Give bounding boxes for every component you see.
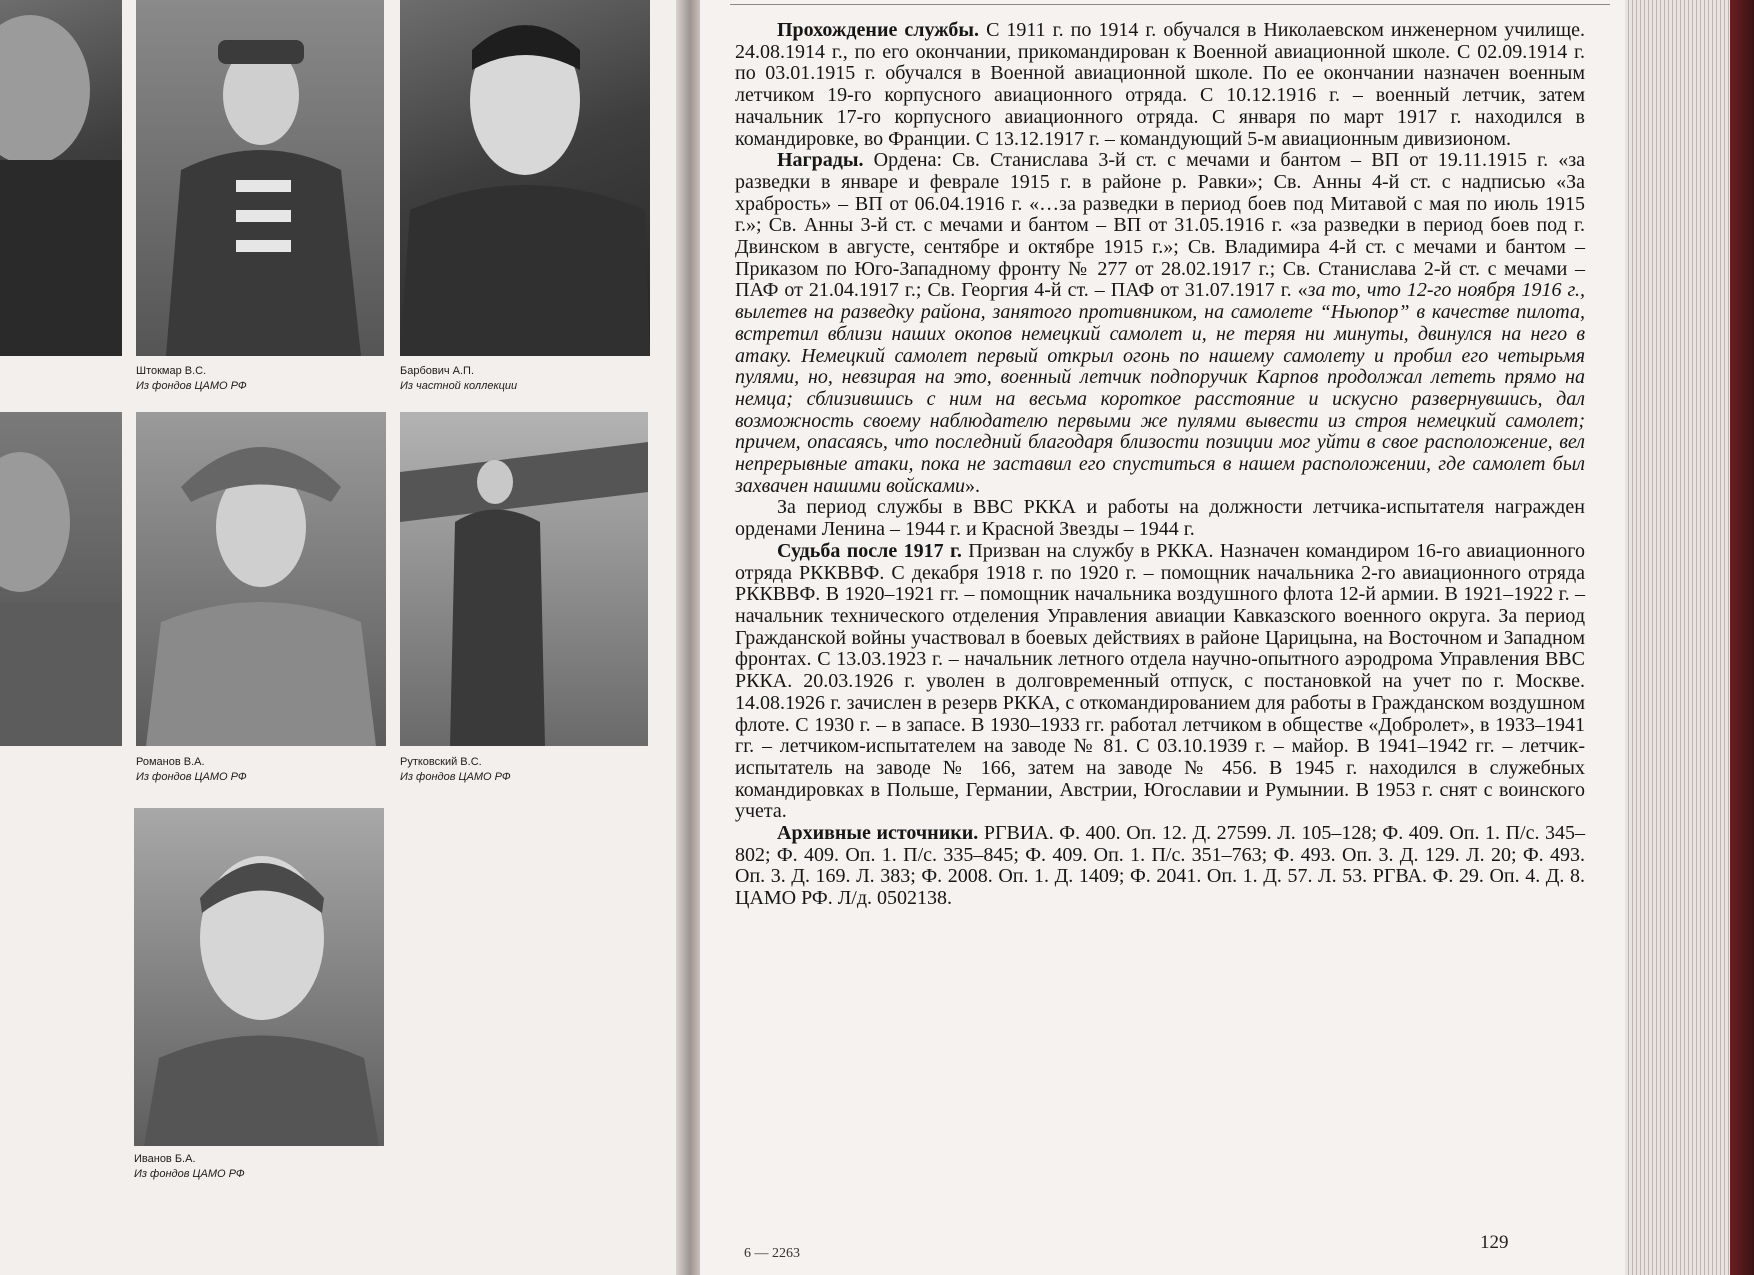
fate-heading: Судьба после 1917 г.: [777, 539, 962, 562]
caption-source: Из фондов ЦАМО РФ: [400, 771, 511, 783]
portrait-silhouette: [136, 412, 386, 746]
portrait-silhouette: [400, 0, 650, 356]
archives-heading: Архивные источники.: [777, 822, 979, 845]
awards-citation: за то, что 12-го ноября 1916 г., вылетев на разведку района, занятого противником, на самолете “Ньюпор” в качестве пилота, встретил вблизи наших окопов немецкий самолет и, не теряя ни минуты, двинулся на него в атаку. Немецкий самолет первый открыл огонь по нашему самолету и пробил его четырьмя пулями, но, невзирая на это, военный летчик подпоручик Карпов продолжал лететь прямо на немца; сблизившись с ним на весьма короткое расстояние и искусно развернувшись, дал возможность своему наблюдателю первыми же пулями вывести из строя немецкий самолет; причем, опасаясь, что последний благодаря близости позиции мог уйти в свое расположение, вел непрерывные атаки, пока не заставил его спуститься в нашем расположении, где самолет был захвачен нашими войсками: [735, 279, 1586, 497]
photo-caption: [136, 755, 247, 785]
archives-paragraph: [735, 823, 1585, 910]
portrait-silhouette: [136, 0, 384, 356]
caption-name: Штокмар В.С.: [136, 365, 207, 377]
caption-source: Из фондов ЦАМО РФ: [136, 771, 247, 783]
left-page: [0, 0, 680, 1275]
photo-caption: [134, 1152, 245, 1182]
fate-paragraph: [735, 541, 1585, 823]
portrait-silhouette: [400, 412, 648, 746]
awards-citation-end: ».: [965, 474, 980, 497]
portrait-photo-shtokmar: [136, 0, 384, 356]
caption-name: Романов В.А.: [136, 756, 205, 768]
portrait-photo-barbovich: [400, 0, 650, 356]
caption-name: Иванов Б.А.: [134, 1153, 196, 1165]
caption-source: Из фондов ЦАМО РФ: [134, 1168, 245, 1180]
awards-heading: Награды.: [777, 149, 864, 172]
service-body: С 1911 г. по 1914 г. обучался в Николаевском инженерном училище. 24.08.1914 г., по его окончании, прикомандирован к Военной авиационной школе. С 02.09.1914 г. по 03.01.1915 г. обучался в Военной авиационной школе. По ее окончании назначен военным летчиком 19-го корпусного авиационного отряда. С 10.12.1916 г. – военный летчик, затем начальник 17-го корпусного авиационного отряда. С января по март 1917 г. находился в командировке, во Франции. С 13.12.1917 г. – командующий 5-м авиационным дивизионом.: [735, 19, 1586, 150]
photo-caption: [400, 364, 517, 394]
biography-text: [735, 20, 1585, 910]
top-rule: [730, 4, 1610, 5]
portrait-photo-ivanov: [134, 808, 384, 1146]
portrait-silhouette: [134, 808, 384, 1146]
archives-body: РГВИА. Ф. 400. Оп. 12. Д. 27599. Л. 105–128; Ф. 409. Оп. 1. П/с. 345–802; Ф. 409. Оп. 1. П/с. 335–845; Ф. 409. Оп. 1. П/с. 351–763; Ф. 493. Оп. 3. Д. 129. Л. 20; Ф. 493. Оп. 3. Д. 169. Л. 383; Ф. 2008. Оп. 1. Д. 1409; Ф. 2041. Оп. 1. Д. 57. Л. 53. РГВА. Ф. 29. Оп. 4. Д. 8. ЦАМО РФ. Л/д. 0502138.: [735, 822, 1586, 910]
photo-caption: [400, 755, 511, 785]
rkka-awards-paragraph: За период службы в ВВС РККА и работы на должности летчика-испытателя награжден орденами Ленина – 1944 г. и Красной Звезды – 1944 г.: [735, 496, 1585, 541]
photo-caption: [136, 364, 247, 394]
awards-paragraph: [735, 150, 1585, 497]
fate-body: Призван на службу в РККА. Назначен командиром 16-го авиационного отряда РККВВФ. С декабря 1918 г. по 1920 г. – помощник начальника 2-го авиационного отряда РККВВФ. В 1920–1921 гг. – помощник начальника воздушного флота 12-й армии. В 1921–1922 г. – начальник технического отделения Управления авиации Кавказского военного округа. За период Гражданской войны участвовал в боевых действиях в районе Царицына, на Восточном и Западном фронтах. С 13.03.1923 г. – начальник летного отдела научно-опытного аэродрома Управления ВВС РККА. 20.03.1926 г. уволен в долговременный отпуск, с постановкой на учет по г. Москве. 14.08.1926 г. зачислен в резерв РККА, с откомандированием для работы в Гражданском воздушном флоте. С 1930 г. – в запасе. В 1930–1933 гг. работал летчиком в обществе «Добролет», в 1933–1941 гг. – летчиком-испытателем на заводе № 81. С 03.10.1939 г. – майор. В 1941–1942 гг. – летчик-испытатель на заводе № 166, затем на заводе № 456. В 1945 г. находился в служебных командировках в Польше, Германии, Австрии, Югославии и Румынии. В 1953 г. снят с воинского учета.: [735, 539, 1586, 823]
portrait-silhouette: [0, 0, 122, 356]
page-number: 129: [1480, 1232, 1509, 1253]
portrait-photo-romanov: [136, 412, 386, 746]
portrait-photo-cropped-left-top: [0, 0, 122, 356]
caption-name: Рутковский В.С.: [400, 756, 482, 768]
service-heading: Прохождение службы.: [777, 19, 980, 41]
portrait-silhouette: [0, 412, 122, 746]
portrait-photo-rutkovsky: [400, 412, 648, 746]
caption-source: Из частной коллекции: [400, 380, 518, 392]
book-cover-edge: [1730, 0, 1754, 1275]
awards-body: Ордена: Св. Станислава 3-й ст. с мечами и бантом – ВП от 19.11.1915 г. «за разведки в январе и феврале 1915 г. в районе р. Равки»; Св. Анны 4-й ст. с надписью «За храбрость» – ВП от 06.04.1916 г. «…за разведки в период боев под Митавой с мая по июль 1915 г.»; Св. Анны 3-й ст. с мечами и бантом – ВП от 31.05.1916 г. «за разведки в период боев под г. Двинском в августе, сентябре и октябре 1915 г.»; Св. Владимира 4-й ст. с мечами и бантом – Приказом по Юго-Западному фронту № 277 от 28.02.1917 г.; Св. Станислава 2-й ст. с мечами – ПАФ от 21.04.1917 г.; Св. Георгия 4-й ст. – ПАФ от 31.07.1917 г. «: [735, 149, 1585, 302]
printer-signature: 6 — 2263: [744, 1246, 800, 1261]
caption-name: Барбович А.П.: [400, 365, 475, 377]
service-paragraph: [735, 20, 1585, 150]
page-edges: [1625, 0, 1730, 1275]
portrait-photo-cropped-left-middle: [0, 412, 122, 746]
caption-source: Из фондов ЦАМО РФ: [136, 380, 247, 392]
